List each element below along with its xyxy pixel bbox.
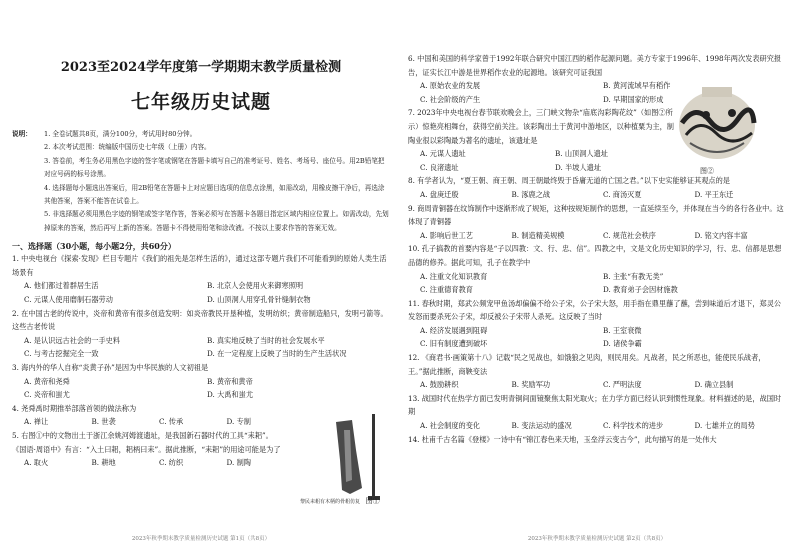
answer-option: A. 元谋人遗址	[420, 149, 466, 159]
answer-option: D. 在一定程度上反映了当时的生产生活状况	[207, 349, 347, 359]
answer-option: D. 铭文内容丰富	[694, 230, 748, 240]
figure-1-caption-text: 黎民耒耜有木柄的骨耜仿复	[300, 499, 361, 505]
question-stem: 4. 尧舜禹时期推举部落首领的做法称为	[12, 403, 137, 413]
question-stem: 14. 杜甫千古名篇《登楼》一诗中有“锦江春色来天地，玉垒浮云变古今”，此句描写的是一处伟大	[408, 434, 717, 444]
footer-left: 2023年秋季期末教学质量检测历史试题 第1页（共8页）	[131, 536, 271, 542]
answer-option: A. 是认识远古社会的一手史料	[24, 335, 121, 345]
instruction-item: 1. 全卷试题共8页，满分100分，考试用时80分钟。	[44, 130, 197, 138]
answer-option: C. 科学技术的进步	[603, 421, 664, 431]
answer-option: A. 黄帝和尧舜	[24, 376, 70, 386]
question-stem: 7. 2023年中央电视台春节联欢晚会上，三门峡文物杂“庙底沟彩陶花纹”（如图②所示）惊艳亮相舞台，获得空前关注。该彩陶出土于黄河中游地区，以种植粟为主，制陶业很以彩陶最为著名的遗址，该遗址是	[408, 108, 674, 145]
instructions	[12, 128, 390, 235]
question	[408, 392, 786, 433]
answer-option: A. 经济发展遇到阻碍	[420, 325, 488, 335]
answer-option: D. 教育弟子会因材施教	[603, 285, 678, 295]
answer-option: D. 早期国家的形成	[603, 94, 664, 104]
instruction-item: 5. 非选择题必须用黑色字迹的钢笔或签字笔作答，答案必须写在答题卡各题目指定区域内相应位置上。如需改动，先划掉原来的答案，然后再写上新的答案。答题卡不得使用铅笔和涂改液。不按以上要求作答的答案无效。	[44, 210, 389, 232]
answer-option: B. 涿鹿之战	[511, 189, 551, 199]
answer-option: C. 旧有制度遭到破坏	[420, 339, 488, 349]
answer-option: C. 严明法度	[603, 380, 642, 390]
question-stem: 6. 中国和美国的科学家曾于1992年联合研究中国江西的稻作起源问题。美方专家于1996年、1998年两次发表研究报告，证实长江中游是世界稻作农业的起源地。该研究可证我国	[408, 54, 782, 77]
answer-option: B. 制造精美规模	[511, 230, 565, 240]
question	[408, 433, 786, 447]
answer-option: A. 鼓励耕织	[420, 380, 459, 390]
question-stem: 11. 春秋时期，郑武公频宠甲鱼汤却偏偏不给公子宋，公子宋大怒，用手指在鼎里蘸了蘸，尝到味道后才退下，郑灵公发怒而要杀死公子宋，却反被公子宋带人杀死。这反映了当时	[408, 298, 782, 322]
answer-option: A. 禅让	[24, 417, 49, 427]
question-stem: 13. 战国时代在热学方面已发明青铜间面镜聚焦太阳光取火；在力学方面已经认识到惯性现象。材料描述的是，战国时期	[408, 393, 782, 417]
answer-option: B. 世袭	[91, 417, 116, 427]
answer-option: A. 盘庚迁殷	[420, 189, 459, 199]
left-column	[12, 0, 390, 470]
answer-option: D. 半坡人遗址	[555, 162, 602, 172]
answer-option: B. 主张“有教无类”	[603, 271, 664, 281]
question-stem: 3. 海内外的华人自称“炎黄子孙”是因为中华民族的人文初祖是	[12, 363, 209, 372]
exam-title: 七年级历史试题	[130, 91, 271, 113]
answer-option: A. 社会制度的变化	[420, 421, 481, 431]
answer-option: A. 他们都过着群居生活	[24, 281, 99, 291]
question	[12, 252, 390, 306]
question-stem: 10. 孔子搞教的首要内容是“子以四教：文、行、忠、信”。四教之中，文是文化历史知识的学习，行、忠、信都是思想品德的修养。据此可知，孔子在教学中	[408, 244, 782, 267]
answer-option: D. 山顶洞人用穿孔骨针缝制衣物	[207, 295, 311, 305]
answer-option: B. 王室衰微	[603, 325, 642, 335]
question-stem: 9. 商周青铜器在纹饰制作中逐渐形成了规矩，这种按规矩制作的思想，一直延续至今，并体现在当今的各行各业中。这体现了青铜器	[408, 203, 784, 227]
leisi-artifact-image	[322, 410, 388, 506]
answer-option: B. 黄河流域早有稻作	[603, 81, 671, 91]
instructions-items	[44, 128, 390, 235]
answer-option: C. 元谋人使用磨制石器劳动	[24, 295, 113, 305]
question-stem: 8. 有学者认为，“夏王朝、商王朝、周王朝最终毁于昏庸无道的亡国之君。”以下史实能够证其观点的是	[408, 176, 730, 186]
answer-option: B. 山顶洞人遗址	[555, 149, 608, 159]
question	[408, 174, 786, 201]
answer-option: C. 规范社会秩序	[603, 230, 656, 240]
section-title: 一、选择题（30小题，每小题2分，共60分）	[12, 241, 176, 252]
question-stem: 5. 右图①中的文物出土于浙江余姚河姆渡遗址，是我国新石器时代的工具“耒耜”。《国语·周语中》有言：“入土曰耜，耜柄曰耒”。据此推断，“耒耜”的用途可能是为了	[12, 430, 281, 454]
answer-option: B. 变法运动的盛况	[511, 421, 572, 431]
instruction-item: 3. 答卷前，考生务必用黑色字迹的签字笔或钢笔在答题卡填写自己的准考证号、姓名、考场号、座位号。用2B铅笔把对应号码的标号涂黑。	[44, 156, 385, 179]
figure-1-label: 图①	[365, 497, 380, 505]
exam-header: 2023至2024学年度第一学期期末教学质量检测	[60, 60, 342, 75]
answer-option: D. 七雄并立的局势	[694, 421, 755, 431]
answer-option: C. 良渚遗址	[420, 162, 459, 172]
answer-option: D. 诸侯争霸	[603, 339, 642, 349]
figure-1-caption	[300, 496, 390, 506]
answer-option: A. 取火	[24, 458, 49, 468]
answer-option: C. 商汤灭夏	[603, 189, 642, 199]
answer-option: A. 注重文化知识教育	[420, 271, 488, 281]
instruction-item: 4. 选择题每小题选出答案后，用2B铅笔在答题卡上对应题目选项的信息点涂黑，如需改动，用橡皮擦干净后，再选涂其他答案，答案不能答在试卷上。	[44, 183, 385, 206]
answer-option: C. 炎帝和蚩尤	[24, 390, 70, 400]
answer-option: B. 奖励军功	[511, 380, 551, 390]
question-stem: 1. 中央电视台《探索·发现》栏目专题片《我们的祖先是怎样生活的》，通过这部专题片我们不可能看到的原始人类生活场景有	[12, 254, 387, 277]
instructions-label: 说明：	[12, 130, 32, 138]
footer-right: 2023年秋季期末教学质量检测历史试题 第2页（共8页）	[527, 536, 667, 542]
answer-option: A. 原始农业的发展	[420, 81, 481, 91]
answer-option: B. 黄帝和黄帝	[207, 376, 253, 386]
question	[408, 202, 786, 243]
answer-option: B. 北京人会使用火来御寒照明	[207, 281, 304, 291]
question	[408, 297, 786, 351]
answer-option: D. 制陶	[226, 458, 251, 468]
answer-option: C. 纺织	[159, 458, 184, 468]
answer-option: B. 真实地反映了当时的社会发展水平	[207, 335, 325, 345]
answer-option: D. 确立县制	[694, 380, 734, 390]
answer-option: C. 社会阶级的产生	[420, 94, 481, 104]
answer-option: C. 传承	[159, 417, 184, 427]
figure-2-label: 图②	[700, 167, 714, 175]
answer-option: D. 大禹和蚩尤	[207, 390, 254, 400]
instruction-item: 2. 本次考试范围：统编版中国历史七年级（上册）内容。	[44, 143, 211, 152]
question	[12, 361, 390, 402]
answer-option: B. 耕地	[91, 458, 116, 468]
answer-option: D. 平王东迁	[694, 189, 734, 199]
question	[408, 351, 786, 392]
question-stem: 2. 在中国古老的传说中，炎帝和黄帝有很多创造发明：如炎帝教民开垦种植，发明纺织；黄帝制造船只，发明弓箭等。这些古老传说	[12, 308, 388, 332]
question	[408, 242, 786, 296]
answer-option: D. 专制	[226, 417, 251, 427]
answer-option: A. 影响后世工艺	[420, 230, 473, 240]
question	[12, 307, 390, 361]
painted-pottery-image	[676, 83, 758, 165]
question-stem: 12. 《商君书·画策第十八》记载“民之见战也，如饿狼之见肉，则民用矣。凡战者，民之所恶也，能使民乐战者，王。”据此推断，商鞅变法	[408, 353, 766, 376]
right-column	[408, 0, 786, 446]
answer-option: C. 与考古挖掘完全一致	[24, 349, 99, 359]
answer-option: C. 注重德育教育	[420, 285, 473, 295]
